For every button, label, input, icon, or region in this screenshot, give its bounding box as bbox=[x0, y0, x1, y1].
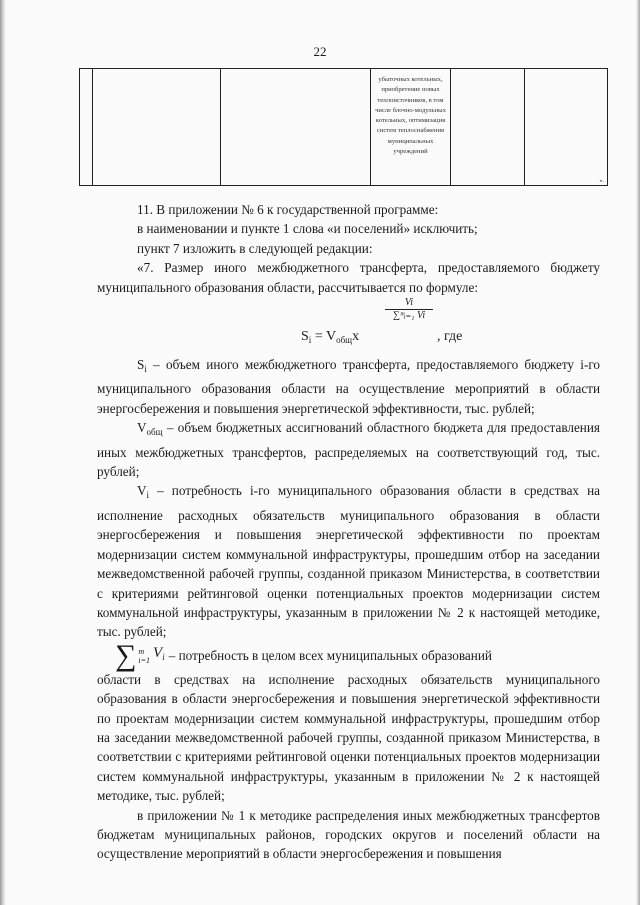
scan-edge-right bbox=[636, 0, 640, 905]
formula-denominator: ∑ᵐᵢ₌₁ Vi bbox=[392, 310, 426, 322]
scan-edge-left bbox=[0, 0, 6, 905]
formula-lhs: $S_i = V_{общ}x$ bbox=[301, 329, 360, 346]
formula-tail: , где bbox=[437, 329, 463, 345]
formula-numerator: Vi bbox=[404, 297, 414, 309]
table-cell bbox=[371, 69, 451, 186]
sum-symbol: ∑ bbox=[115, 638, 137, 672]
sum-definition-first: потребность в целом всех муниципальных образований bbox=[178, 648, 492, 664]
table-row bbox=[80, 69, 608, 186]
sum-limits: m i=1 bbox=[138, 646, 151, 665]
table-closing-mark: ». bbox=[599, 178, 604, 184]
table-cell bbox=[93, 69, 221, 186]
formula-fraction bbox=[383, 297, 435, 322]
formula bbox=[97, 297, 600, 355]
document-body bbox=[97, 200, 600, 864]
item-11: 11. В приложении № 6 к государственной программе: bbox=[137, 202, 439, 217]
paragraph-7-text: «7. Размер иного межбюджетного трансферта, предоставляемого бюджету муниципального образования области, рассчитывается по формуле: bbox=[97, 260, 600, 295]
table-cell bbox=[80, 69, 93, 186]
definition-sum: области в средствах на исполнение расходных обязательств муниципального образования в области энергосбережения и повышения энергетической эффективности по проектам модернизации систем коммунальной инфраструктуры, прошедшим отбор на заседании межведомственной рабочей группы, созданной приказом Министерства, в соответствии с критериями рейтинговой оценки потенциальных проектов модернизации систем коммунальной инфраструктуры, указанным в приложении № 2 к настоящей методике, тыс. рублей; bbox=[97, 671, 600, 804]
sum-variable: $V_i$ bbox=[153, 645, 165, 663]
page-number: 22 bbox=[313, 44, 327, 59]
table-cell bbox=[451, 69, 525, 186]
paragraph-appendix-1: в приложении № 1 к методике распределения иных межбюджетных трансфертов бюджетам муниципальных районов, городских округов и поселений области на осуществление мероприятий в области энергосбережения и повышения bbox=[97, 807, 600, 862]
continued-table bbox=[79, 68, 608, 186]
table-cell-text: убыточных котельных, приобретение новых теплоисточников, в том числе блочно-модульных котельных, оптимизация систем теплоснабжения муниципальных учреждений bbox=[375, 76, 446, 156]
table-cell bbox=[525, 69, 608, 186]
paragraph-point7: пункт 7 изложить в следующей редакции: bbox=[137, 240, 373, 256]
paragraph-naming: в наименовании и пункте 1 слова «и поселений» исключить; bbox=[137, 221, 478, 237]
table-cell bbox=[221, 69, 371, 186]
definition-sum-line: ∑ m i=1 $V_i$ – потребность в целом всех муниципальных образований bbox=[97, 642, 600, 670]
definition-vi: $V_i$ – потребность i-го муниципального образования области в средствах на исполнение расходных обязательств муниципального образования в области энергосбережения и повышения энергетической эффективности по проектам модернизации систем коммунальной инфраструктуры, прошедшим отбор на заседании межведомственной рабочей группы, созданной приказом Министерства, в соответствии с критериями рейтинговой оценки потенциальных проектов модернизации систем коммунальной инфраструктуры, указанным в приложении № 2 к настоящей методике, тыс. рублей; bbox=[97, 483, 601, 640]
definition-vobsh: $V_{общ}$ – объем бюджетных ассигнований областного бюджета для предоставления иных межбюджетных трансфертов, распределяемых на соответствующий год, тыс. рублей; bbox=[97, 420, 600, 480]
definition-si: $S_i$ – объем иного межбюджетного трансферта, предоставляемого бюджету i-го муниципального образования области на осуществление мероприятий в области энергосбережения и повышения энергетической эффективности, тыс. рублей; bbox=[97, 357, 601, 416]
